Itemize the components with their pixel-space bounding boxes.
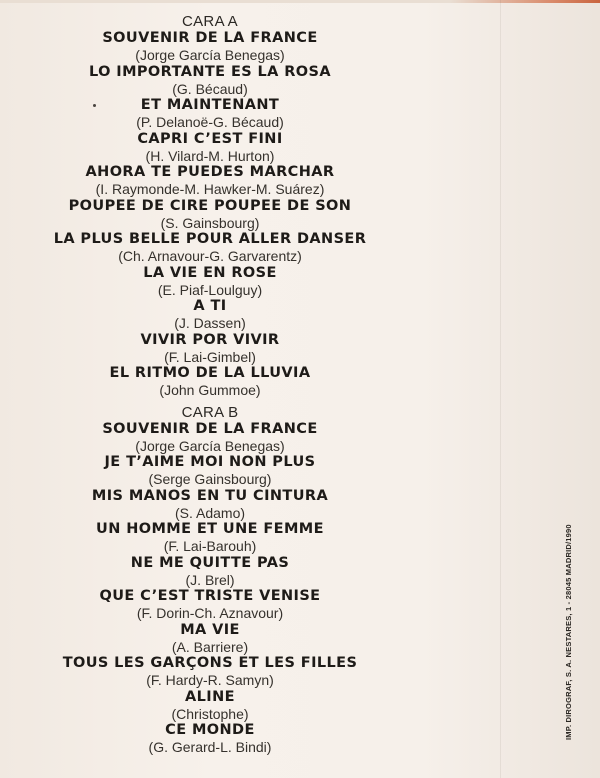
- tracklist: [0, 13, 420, 756]
- song-title: CAPRI C’EST FINI: [137, 130, 283, 147]
- song-credit: (F. Dorin-Ch. Aznavour): [136, 605, 284, 621]
- side-a-label: CARA A: [182, 13, 238, 30]
- song-credit: (J. Brel): [185, 571, 235, 588]
- song-title: LO IMPORTANTE ES LA ROSA: [88, 63, 332, 80]
- song-title: LA PLUS BELLE POUR ALLER DANSER: [53, 231, 367, 247]
- song-credit: (Jorge García Benegas): [135, 47, 285, 63]
- song-credit: (F. Hardy-R. Samyn): [146, 672, 274, 688]
- song-credit: (F. Lai-Barouh): [163, 538, 257, 554]
- song-title: ET MAINTENANT: [140, 97, 280, 113]
- song-title: CE MONDE: [165, 722, 255, 738]
- fold-line: [500, 0, 501, 778]
- song-credit: (Jorge García Benegas): [135, 437, 285, 454]
- song-credit: (S. Adamo): [174, 504, 246, 521]
- song-credit: (S. Gainsbourg): [160, 214, 260, 231]
- song-title: ALINE: [185, 688, 235, 705]
- song-title: SOUVENIR DE LA FRANCE: [102, 420, 318, 437]
- song-title: MIS MANOS EN TU CINTURA: [91, 487, 329, 504]
- song-title: UN HOMME ET UNE FEMME: [96, 521, 324, 537]
- song-credit: (E. Piaf-Loulguy): [157, 281, 263, 298]
- side-b-label: CARA B: [181, 403, 239, 421]
- song-credit: (P. Delanoë-G. Bécaud): [136, 114, 284, 130]
- song-title: SOUVENIR DE LA FRANCE: [102, 30, 318, 46]
- song-credit: (G. Gerard-L. Bindi): [148, 739, 272, 755]
- printer-imprint: IMP. DIROGRAF, S. A. NESTARES, 1 - 28045 MADRID/1990: [564, 524, 573, 740]
- song-credit: (H. Vilard-M. Hurton): [145, 147, 275, 164]
- song-title: MA VIE: [180, 621, 240, 638]
- song-credit: (I. Raymonde-M. Hawker-M. Suárez): [95, 181, 325, 197]
- song-credit: (J. Dassen): [174, 315, 246, 331]
- top-edge-strip: [0, 0, 600, 3]
- song-title: VIVIR POR VIVIR: [140, 331, 280, 348]
- song-credit: (Serge Gainsbourg): [148, 471, 272, 487]
- song-credit: (A. Barriere): [171, 638, 249, 655]
- song-title: EL RITMO DE LA LLUVIA: [109, 365, 311, 381]
- song-credit: (Christophe): [171, 705, 249, 722]
- song-title: QUE C’EST TRISTE VENISE: [99, 588, 321, 604]
- song-credit: (G. Bécaud): [172, 80, 248, 97]
- song-title: JE T’AIME MOI NON PLUS: [104, 454, 316, 470]
- song-credit: (F. Lai-Gimbel): [164, 348, 256, 365]
- song-title: LA VIE EN ROSE: [143, 264, 277, 281]
- song-title: NE ME QUITTE PAS: [130, 554, 290, 571]
- song-title: AHORA TE PUEDES MARCHAR: [85, 164, 335, 180]
- song-credit: (Ch. Arnavour-G. Garvarentz): [118, 248, 302, 264]
- song-title: TOUS LES GARÇONS ET LES FILLES: [62, 655, 358, 671]
- song-credit: (John Gummoe): [159, 382, 261, 398]
- side-b-tracklist: [0, 421, 420, 756]
- song-title: POUPEE DE CIRE POUPEE DE SON: [68, 197, 352, 214]
- song-title: A TI: [193, 298, 227, 314]
- side-a-tracklist: [0, 30, 420, 399]
